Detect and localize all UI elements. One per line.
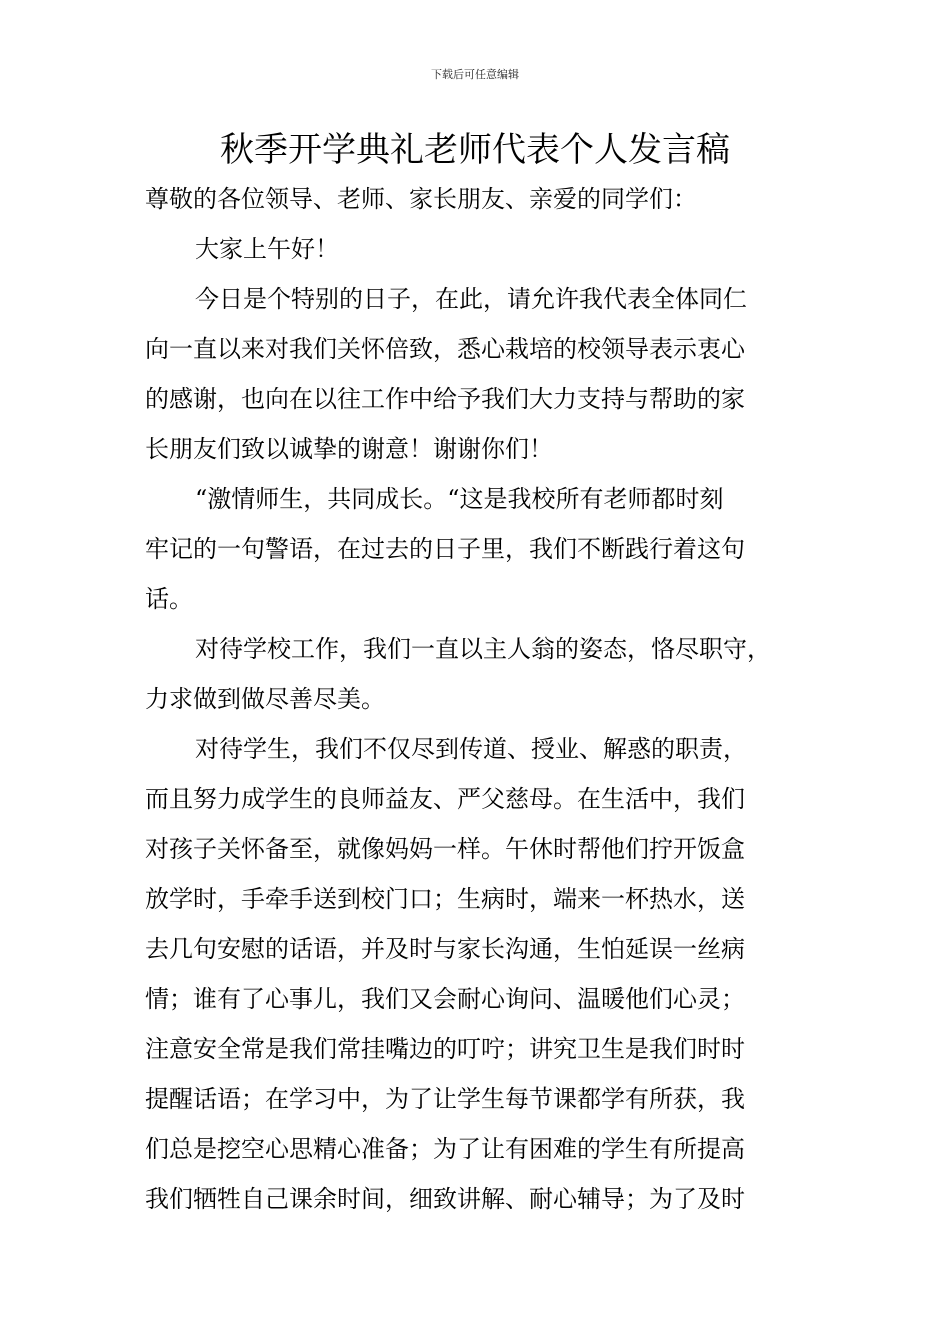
paragraph-line: 对待学生，我们不仅尽到传道、授业、解惑的职责， [195, 735, 747, 763]
paragraph-line: 对孩子关怀备至，就像妈妈一样。午休时帮他们拧开饭盒 [145, 835, 745, 863]
document-title: 秋季开学典礼老师代表个人发言稿 [220, 130, 730, 170]
paragraph-line: 的感谢，也向在以往工作中给予我们大力支持与帮助的家 [145, 385, 745, 413]
paragraph-line: 长朋友们致以诚挚的谢意！谢谢你们！ [145, 435, 553, 463]
document-body [145, 174, 835, 1224]
paragraph-line: 今日是个特别的日子，在此，请允许我代表全体同仁 [195, 285, 747, 313]
paragraph-line: 力求做到做尽善尽美。 [145, 685, 385, 713]
paragraph-line: 去几句安慰的话语，并及时与家长沟通，生怕延误一丝病 [145, 935, 745, 963]
paragraph-line: 注意安全常是我们常挂嘴边的叮咛；讲究卫生是我们时时 [145, 1035, 745, 1063]
paragraph-line: 提醒话语；在学习中，为了让学生每节课都学有所获，我 [145, 1085, 745, 1113]
salutation-line: 尊敬的各位领导、老师、家长朋友、亲爱的同学们： [145, 185, 697, 213]
paragraph-line: 放学时，手牵手送到校门口；生病时，端来一杯热水，送 [145, 885, 745, 913]
paragraph-line: 牢记的一句警语，在过去的日子里，我们不断践行着这句 [145, 535, 745, 563]
paragraph-line: 我们牺牲自己课余时间，细致讲解、耐心辅导；为了及时 [145, 1185, 745, 1213]
paragraph-line: 而且努力成学生的良师益友、严父慈母。在生活中，我们 [145, 785, 745, 813]
greeting-line: 大家上午好！ [195, 235, 339, 263]
paragraph-line: “激情师生，共同成长。“这是我校所有老师都时刻 [195, 485, 724, 513]
paragraph-line: 情；谁有了心事儿，我们又会耐心询问、温暖他们心灵； [145, 985, 745, 1013]
paragraph-line: 对待学校工作，我们一直以主人翁的姿态，恪尽职守， [195, 635, 771, 663]
paragraph-line: 们总是挖空心思精心准备；为了让有困难的学生有所提高 [145, 1135, 745, 1163]
paragraph-line: 向一直以来对我们关怀倍致，悉心栽培的校领导表示衷心 [145, 335, 745, 363]
header-note: 下载后可任意编辑 [431, 68, 519, 81]
paragraph-line: 话。 [145, 585, 193, 613]
